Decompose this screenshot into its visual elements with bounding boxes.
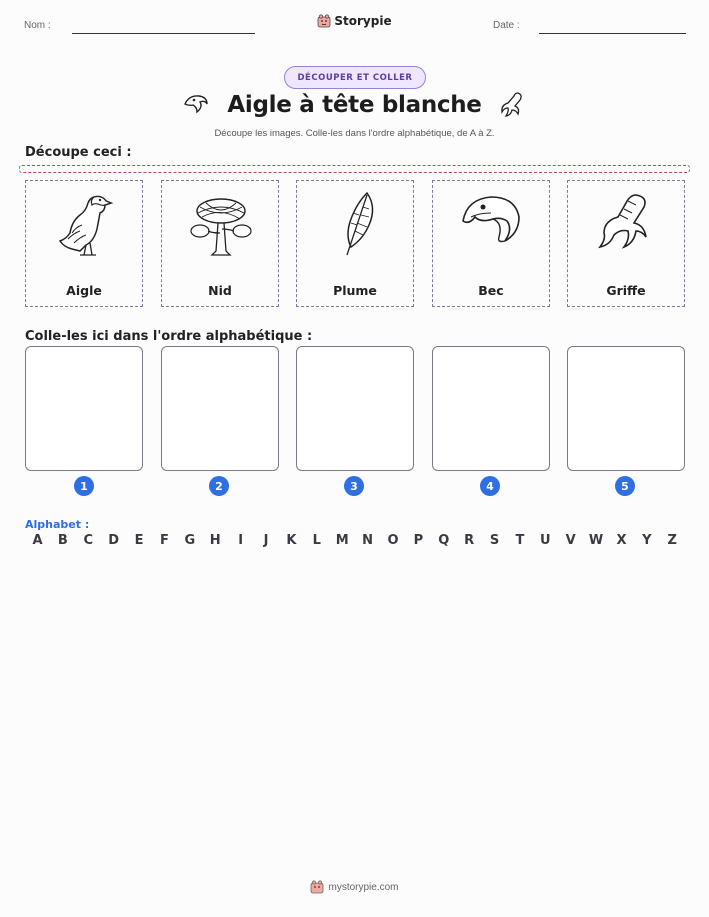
number-badge-4: 4 [480, 476, 500, 496]
alphabet-letter: Y [642, 533, 652, 548]
beak-icon [457, 189, 527, 259]
alphabet-letter: T [515, 533, 525, 548]
alphabet-letter: F [160, 533, 169, 548]
card-label: Griffe [606, 283, 646, 298]
alphabet-letter: M [335, 533, 349, 548]
card-label: Nid [208, 283, 232, 298]
alphabet-letter: I [238, 533, 244, 548]
number-badge-5: 5 [615, 476, 635, 496]
paste-box-5[interactable] [567, 346, 685, 471]
alphabet-letter: R [464, 533, 475, 548]
number-badge-1: 1 [74, 476, 94, 496]
alphabet-letter: L [312, 533, 321, 548]
paste-box-2[interactable] [161, 346, 279, 471]
nest-icon [186, 189, 256, 259]
card-label: Aigle [66, 283, 102, 298]
brand-name: Storypie [334, 14, 392, 28]
activity-badge: DÉCOUPER ET COLLER [284, 66, 426, 89]
alphabet-letter: E [134, 533, 144, 548]
alphabet-letter: G [184, 533, 196, 548]
alphabet-letter: P [413, 533, 424, 548]
cut-card-nid[interactable] [161, 180, 279, 307]
footer-url[interactable]: mystorypie.com [328, 881, 399, 893]
alphabet-letter: W [588, 533, 604, 548]
storypie-logo-icon [317, 14, 331, 28]
cut-heading: Découpe ceci : [25, 145, 132, 160]
paste-heading: Colle-les ici dans l'ordre alphabétique : [25, 329, 313, 344]
alphabet-letter: S [489, 533, 500, 548]
alphabet-letter: O [387, 533, 399, 548]
alphabet-letter: J [263, 533, 269, 548]
page-title: Aigle à tête blanche [227, 92, 482, 118]
alphabet-heading: Alphabet : [25, 518, 90, 531]
name-line[interactable] [72, 33, 255, 34]
alphabet-letter: N [362, 533, 374, 548]
cut-card-plume[interactable] [296, 180, 414, 307]
beak-icon [181, 90, 211, 120]
alphabet-letter: Z [667, 533, 677, 548]
alphabet-row [25, 533, 685, 548]
card-label: Bec [478, 283, 504, 298]
alphabet-letter: B [57, 533, 68, 548]
instructions: Découpe les images. Colle-les dans l'ordre alphabétique, de A à Z. [214, 128, 495, 139]
feather-icon [321, 189, 391, 259]
paste-box-1[interactable] [25, 346, 143, 471]
paste-box-3[interactable] [296, 346, 414, 471]
card-label: Plume [333, 283, 377, 298]
cut-card-aigle[interactable] [25, 180, 143, 307]
paste-box-4[interactable] [432, 346, 550, 471]
cut-card-griffe[interactable] [567, 180, 685, 307]
alphabet-letter: V [565, 533, 576, 548]
talon-icon [498, 90, 528, 120]
eagle-icon [50, 189, 120, 259]
alphabet-letter: Q [438, 533, 450, 548]
alphabet-letter: H [209, 533, 221, 548]
date-label: Date : [493, 20, 520, 31]
name-label: Nom : [24, 20, 51, 31]
alphabet-letter: D [108, 533, 120, 548]
date-line[interactable] [539, 33, 686, 34]
title-row [0, 90, 709, 120]
talon-icon [592, 189, 662, 259]
alphabet-letter: U [540, 533, 551, 548]
number-badge-2: 2 [209, 476, 229, 496]
footer [0, 880, 709, 894]
storypie-logo-icon [310, 880, 324, 894]
alphabet-letter: C [83, 533, 94, 548]
brand-logo [0, 14, 709, 28]
cut-line [19, 165, 690, 173]
number-badge-3: 3 [344, 476, 364, 496]
cut-card-bec[interactable] [432, 180, 550, 307]
alphabet-letter: X [616, 533, 627, 548]
alphabet-letter: K [286, 533, 297, 548]
alphabet-letter: A [32, 533, 43, 548]
